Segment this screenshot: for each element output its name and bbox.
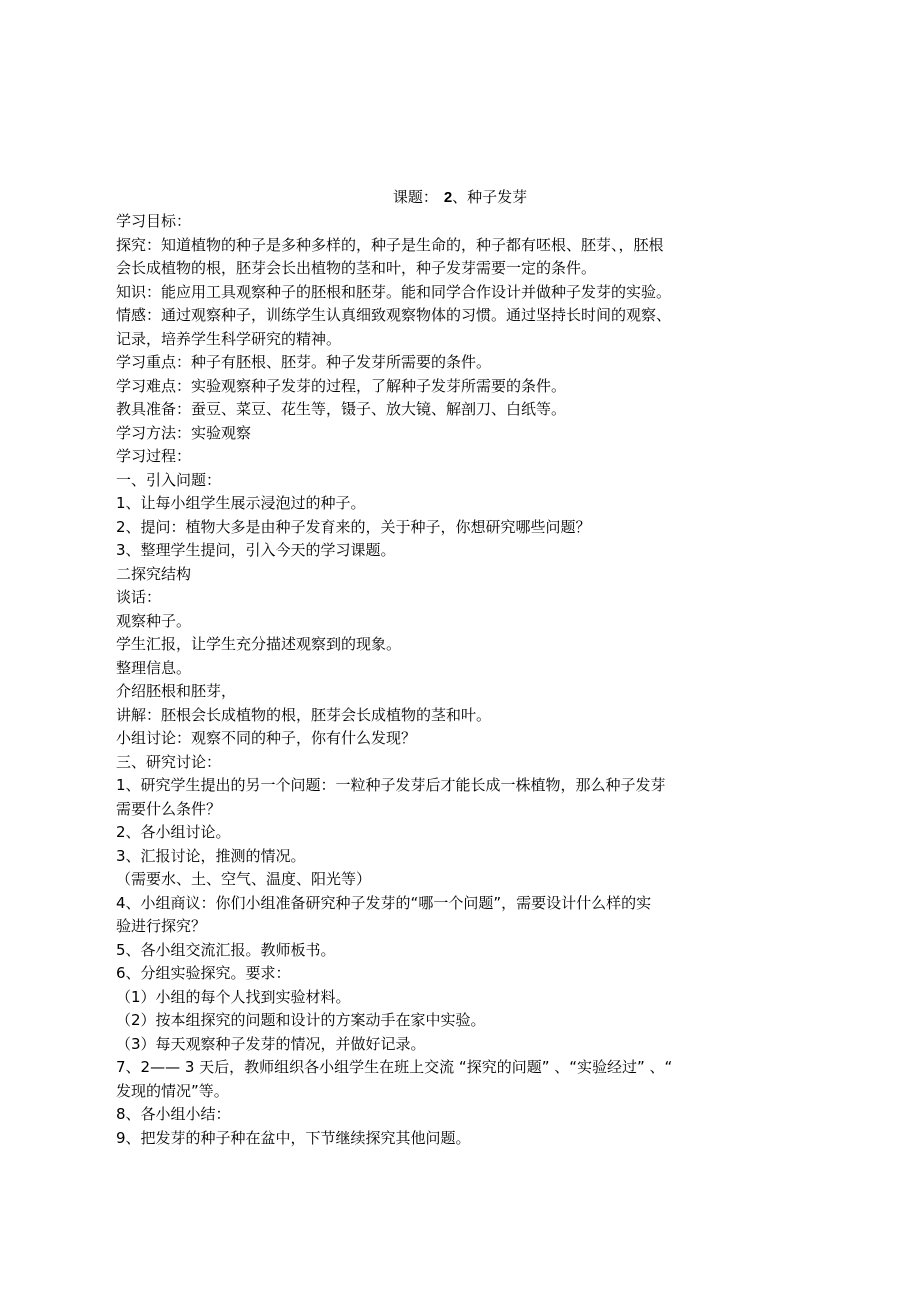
text-line: 学生汇报，让学生充分描述观察到的现象。 bbox=[116, 635, 402, 653]
text-line: 7、2—— 3 天后，教师组织各小组学生在班上交流 “探究的问题” 、“实验经过” 、“ bbox=[116, 1058, 673, 1076]
text-line: （2）按本组探究的问题和设计的方案动手在家中实验。 bbox=[116, 1011, 486, 1029]
text-line: 介绍胚根和胚芽， bbox=[116, 682, 237, 700]
text-line: 6、分组实验探究。要求： bbox=[116, 964, 291, 982]
text-line: 会长成植物的根，胚芽会长出植物的茎和叶，种子发芽需要一定的条件。 bbox=[116, 259, 597, 277]
text-line: 3、汇报讨论，推测的情况。 bbox=[116, 846, 306, 865]
text-line: 教具准备：蚕豆、菜豆、花生等，镊子、放大镜、解剖刀、白纸等。 bbox=[116, 400, 567, 418]
text-line: 学习过程： bbox=[116, 447, 192, 465]
text-line: 探究：知道植物的种子是多种多样的，种子是生命的，种子都有呸根、胚芽、，胚根 bbox=[116, 235, 664, 254]
text-line: 9、把发芽的种子种在盆中，下节继续探究其他问题。 bbox=[116, 1128, 471, 1147]
text-line: 1、研究学生提出的另一个问题：一粒种子发芽后才能长成一株植物，那么种子发芽 bbox=[116, 776, 666, 794]
text-line: （3）每天观察种子发芽的情况，并做好记录。 bbox=[116, 1034, 426, 1053]
text-line: 验进行探究？ bbox=[116, 917, 207, 935]
text-line: 5、各小组交流汇报。教师板书。 bbox=[116, 940, 336, 959]
text-line: 学习目标： bbox=[116, 212, 192, 230]
text-line: 讲解：胚根会长成植物的根，胚芽会长成植物的茎和叶。 bbox=[116, 705, 492, 724]
text-line: 4、小组商议：你们小组准备研究种子发芽的“哪一个问题”，需要设计什么样的实 bbox=[116, 893, 652, 912]
title-prefix: 课题： bbox=[392, 188, 438, 206]
text-line: 3、整理学生提问，引入今天的学习课题。 bbox=[116, 541, 396, 559]
text-line: 学习重点：种子有胚根、胚芽。种子发芽所需要的条件。 bbox=[116, 353, 492, 371]
text-line: 学习方法：实验观察 bbox=[116, 423, 252, 442]
text-line: 三、研究讨论： bbox=[116, 752, 222, 771]
document-body bbox=[116, 210, 796, 1150]
text-line: 整理信息。 bbox=[116, 658, 192, 677]
text-line: 记录，培养学生科学研究的精神。 bbox=[116, 329, 342, 348]
text-line: 知识：能应用工具观察种子的胚根和胚芽。能和同学合作设计并做种子发芽的实验。 bbox=[116, 282, 672, 301]
text-line: 情感：通过观察种子，训练学生认真细致观察物体的习惯。通过坚持长时间的观察、 bbox=[116, 306, 672, 324]
text-line: 观察种子。 bbox=[116, 611, 192, 630]
text-line: 谈话： bbox=[116, 588, 162, 606]
text-line: 一、引入问题： bbox=[116, 470, 222, 489]
text-line: （1）小组的每个人找到实验材料。 bbox=[116, 987, 351, 1006]
text-line: 小组讨论：观察不同的种子，你有什么发现？ bbox=[116, 729, 417, 747]
text-line: 学习难点：实验观察种子发芽的过程，了解种子发芽所需要的条件。 bbox=[116, 376, 567, 395]
text-line: （需要水、土、空气、温度、阳光等） bbox=[116, 870, 372, 888]
text-line: 2、提问：植物大多是由种子发育来的，关于种子，你想研究哪些问题？ bbox=[116, 517, 591, 536]
text-line: 需要什么条件？ bbox=[116, 799, 222, 818]
text-line: 2、各小组讨论。 bbox=[116, 823, 231, 841]
text-line: 发现的情况”等。 bbox=[116, 1081, 229, 1100]
text-line: 8、各小组小结： bbox=[116, 1105, 231, 1123]
page-title bbox=[0, 186, 920, 209]
text-line: 1、让每小组学生展示浸泡过的种子。 bbox=[116, 494, 366, 512]
title-name: 、种子发芽 bbox=[452, 188, 528, 206]
title-number: 2 bbox=[443, 189, 453, 206]
text-line: 二探究结构 bbox=[116, 564, 192, 583]
